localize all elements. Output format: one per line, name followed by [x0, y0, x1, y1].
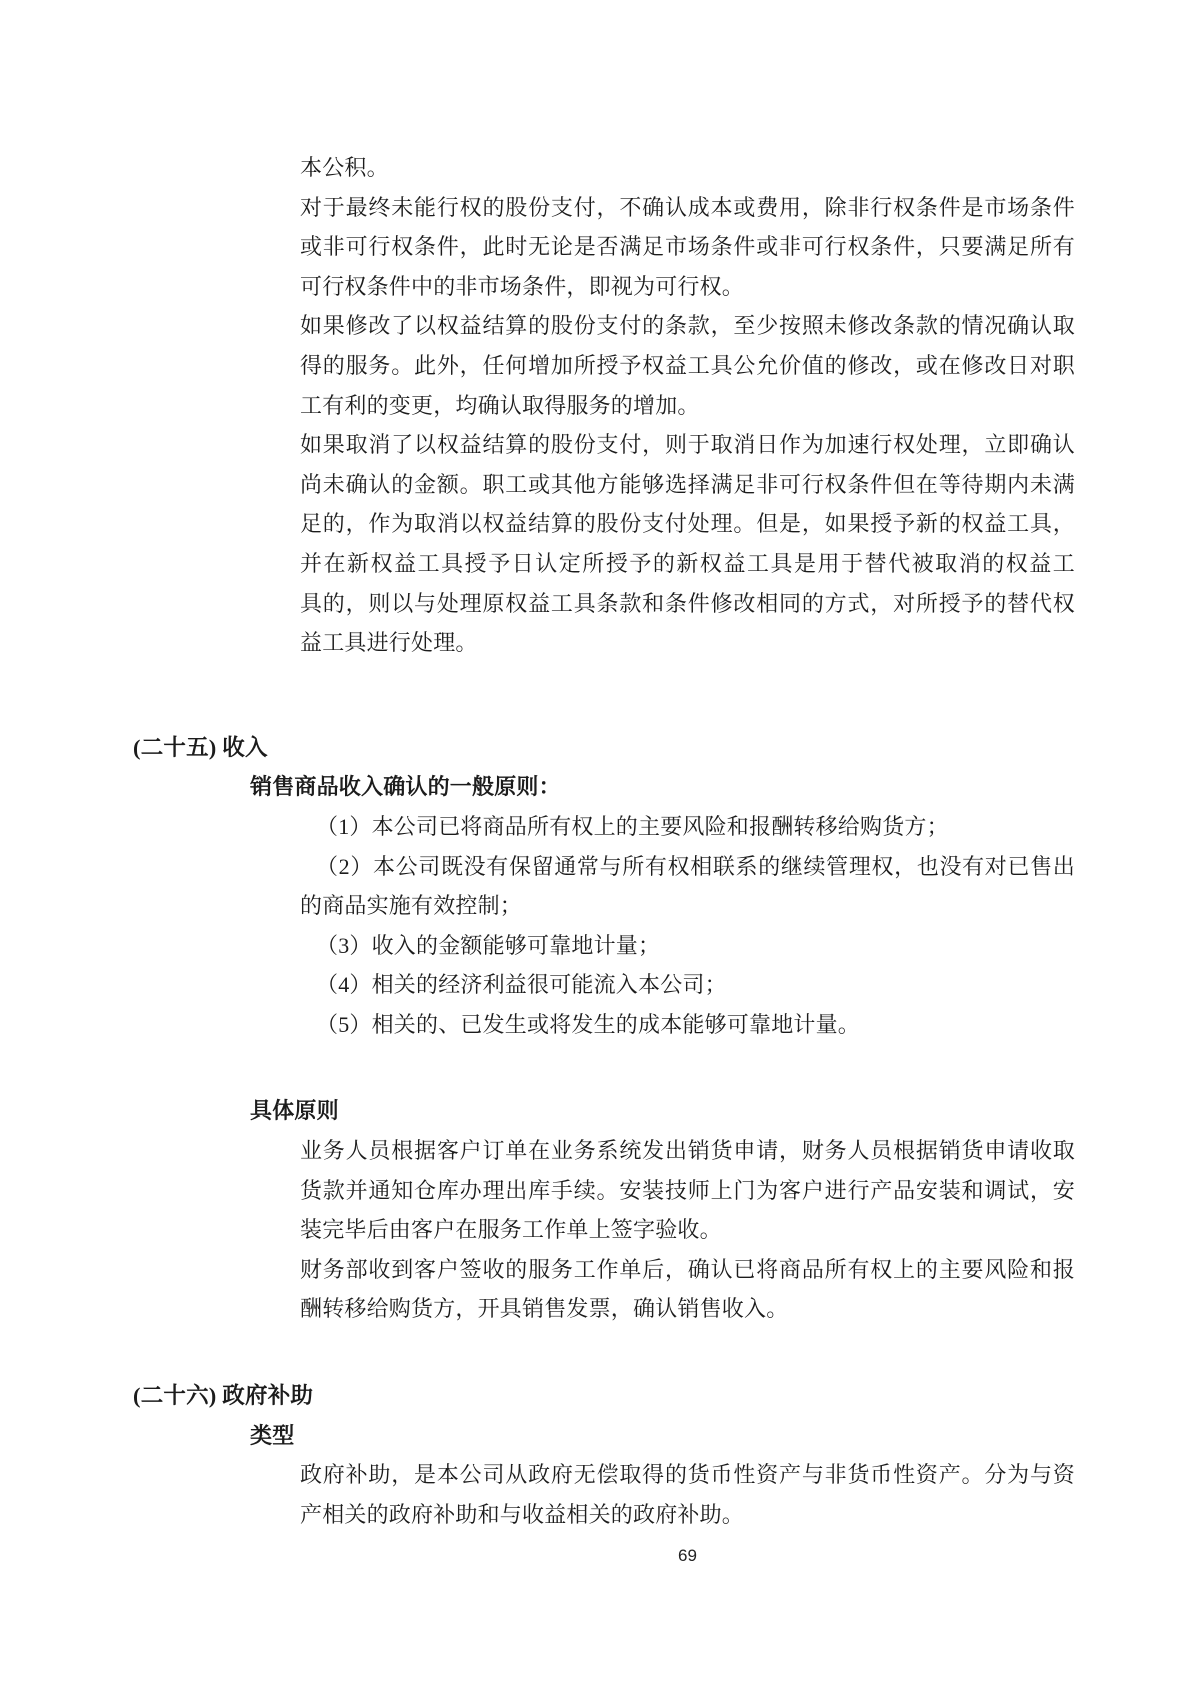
list-item-5 [300, 1005, 1075, 1045]
text-line: （2）本公司既没有保留通常与所有权相联系的继续管理权，也没有对已售出 [316, 853, 1075, 879]
document-content [133, 148, 1075, 1534]
text-line: 益工具进行处理。 [300, 630, 478, 656]
text-line: 本公积。 [300, 155, 389, 180]
text-line: 如果取消了以权益结算的股份支付，则于取消日作为加速行权处理，立即确认 [300, 432, 1075, 458]
page-number: 69 [678, 1546, 697, 1565]
text-line: 销售商品收入确认的一般原则： [250, 774, 561, 800]
text-line: 业务人员根据客户订单在业务系统发出销货申请，财务人员根据销货申请收取 [300, 1138, 1075, 1164]
text-line: 尚未确认的金额。职工或其他方能够选择满足非可行权条件但在等待期内未满 [300, 471, 1075, 497]
paragraph-modified-share-payment [300, 306, 1075, 425]
text-line: 酬转移给购货方，开具销售发票，确认销售收入。 [300, 1296, 789, 1322]
text-line: 装完毕后由客户在服务工作单上签字验收。 [300, 1217, 722, 1243]
paragraph-cancelled-share-payment [300, 425, 1075, 663]
text-line: 得的服务。此外，任何增加所授予权益工具公允价值的修改，或在修改日对职 [300, 352, 1075, 378]
text-line: （1）本公司已将商品所有权上的主要风险和报酬转移给购货方； [316, 813, 949, 839]
list-item-4 [300, 965, 1075, 1005]
text-line: 产相关的政府补助和与收益相关的政府补助。 [300, 1501, 745, 1527]
text-line: 对于最终未能行权的股份支付，不确认成本或费用，除非行权条件是市场条件 [300, 194, 1075, 220]
paragraph-sales-process [300, 1131, 1075, 1250]
subheading-specific-principles [250, 1091, 1075, 1131]
section-25-heading-revenue [133, 728, 1075, 768]
paragraph-unvested-share-payment [300, 188, 1075, 307]
text-line: (二十五) 收入 [133, 734, 268, 760]
text-line: 工有利的变更，均确认取得服务的增加。 [300, 392, 700, 418]
text-line: (二十六) 政府补助 [133, 1383, 314, 1409]
text-line: 具的，则以与处理原权益工具条款和条件修改相同的方式，对所授予的替代权 [300, 590, 1075, 616]
text-line: 如果修改了以权益结算的股份支付的条款，至少按照未修改条款的情况确认取 [300, 313, 1075, 339]
text-line: （5）相关的、已发生或将发生的成本能够可靠地计量。 [316, 1011, 861, 1037]
list-item-1 [300, 807, 1075, 847]
text-line: 并在新权益工具授予日认定所授予的新权益工具是用于替代被取消的权益工 [300, 550, 1075, 576]
subheading-general-principles [250, 767, 1075, 807]
text-line: （4）相关的经济利益很可能流入本公司； [316, 972, 727, 998]
text-line: （3）收入的金额能够可靠地计量； [316, 932, 661, 958]
text-line: 政府补助，是本公司从政府无偿取得的货币性资产与非货币性资产。分为与资 [300, 1462, 1075, 1488]
text-line: 足的，作为取消以权益结算的股份支付处理。但是，如果授予新的权益工具， [300, 511, 1075, 537]
carryover-paragraph-capital-reserve [300, 148, 1075, 188]
list-item-3 [300, 926, 1075, 966]
text-line: 具体原则 [250, 1098, 339, 1124]
paragraph-government-grants-definition [300, 1455, 1075, 1534]
text-line: 货款并通知仓库办理出库手续。安装技师上门为客户进行产品安装和调试，安 [300, 1177, 1075, 1203]
text-line: 或非可行权条件，此时无论是否满足市场条件或非可行权条件，只要满足所有 [300, 234, 1075, 260]
text-line: 可行权条件中的非市场条件，即视为可行权。 [300, 273, 745, 299]
paragraph-finance-confirmation [300, 1250, 1075, 1329]
list-item-2 [300, 847, 1075, 926]
section-26-heading-government-grants [133, 1376, 1075, 1416]
text-line: 的商品实施有效控制； [300, 893, 523, 919]
text-line: 类型 [250, 1422, 295, 1448]
text-line: 财务部收到客户签收的服务工作单后，确认已将商品所有权上的主要风险和报 [300, 1256, 1075, 1282]
subheading-types [250, 1416, 1075, 1456]
